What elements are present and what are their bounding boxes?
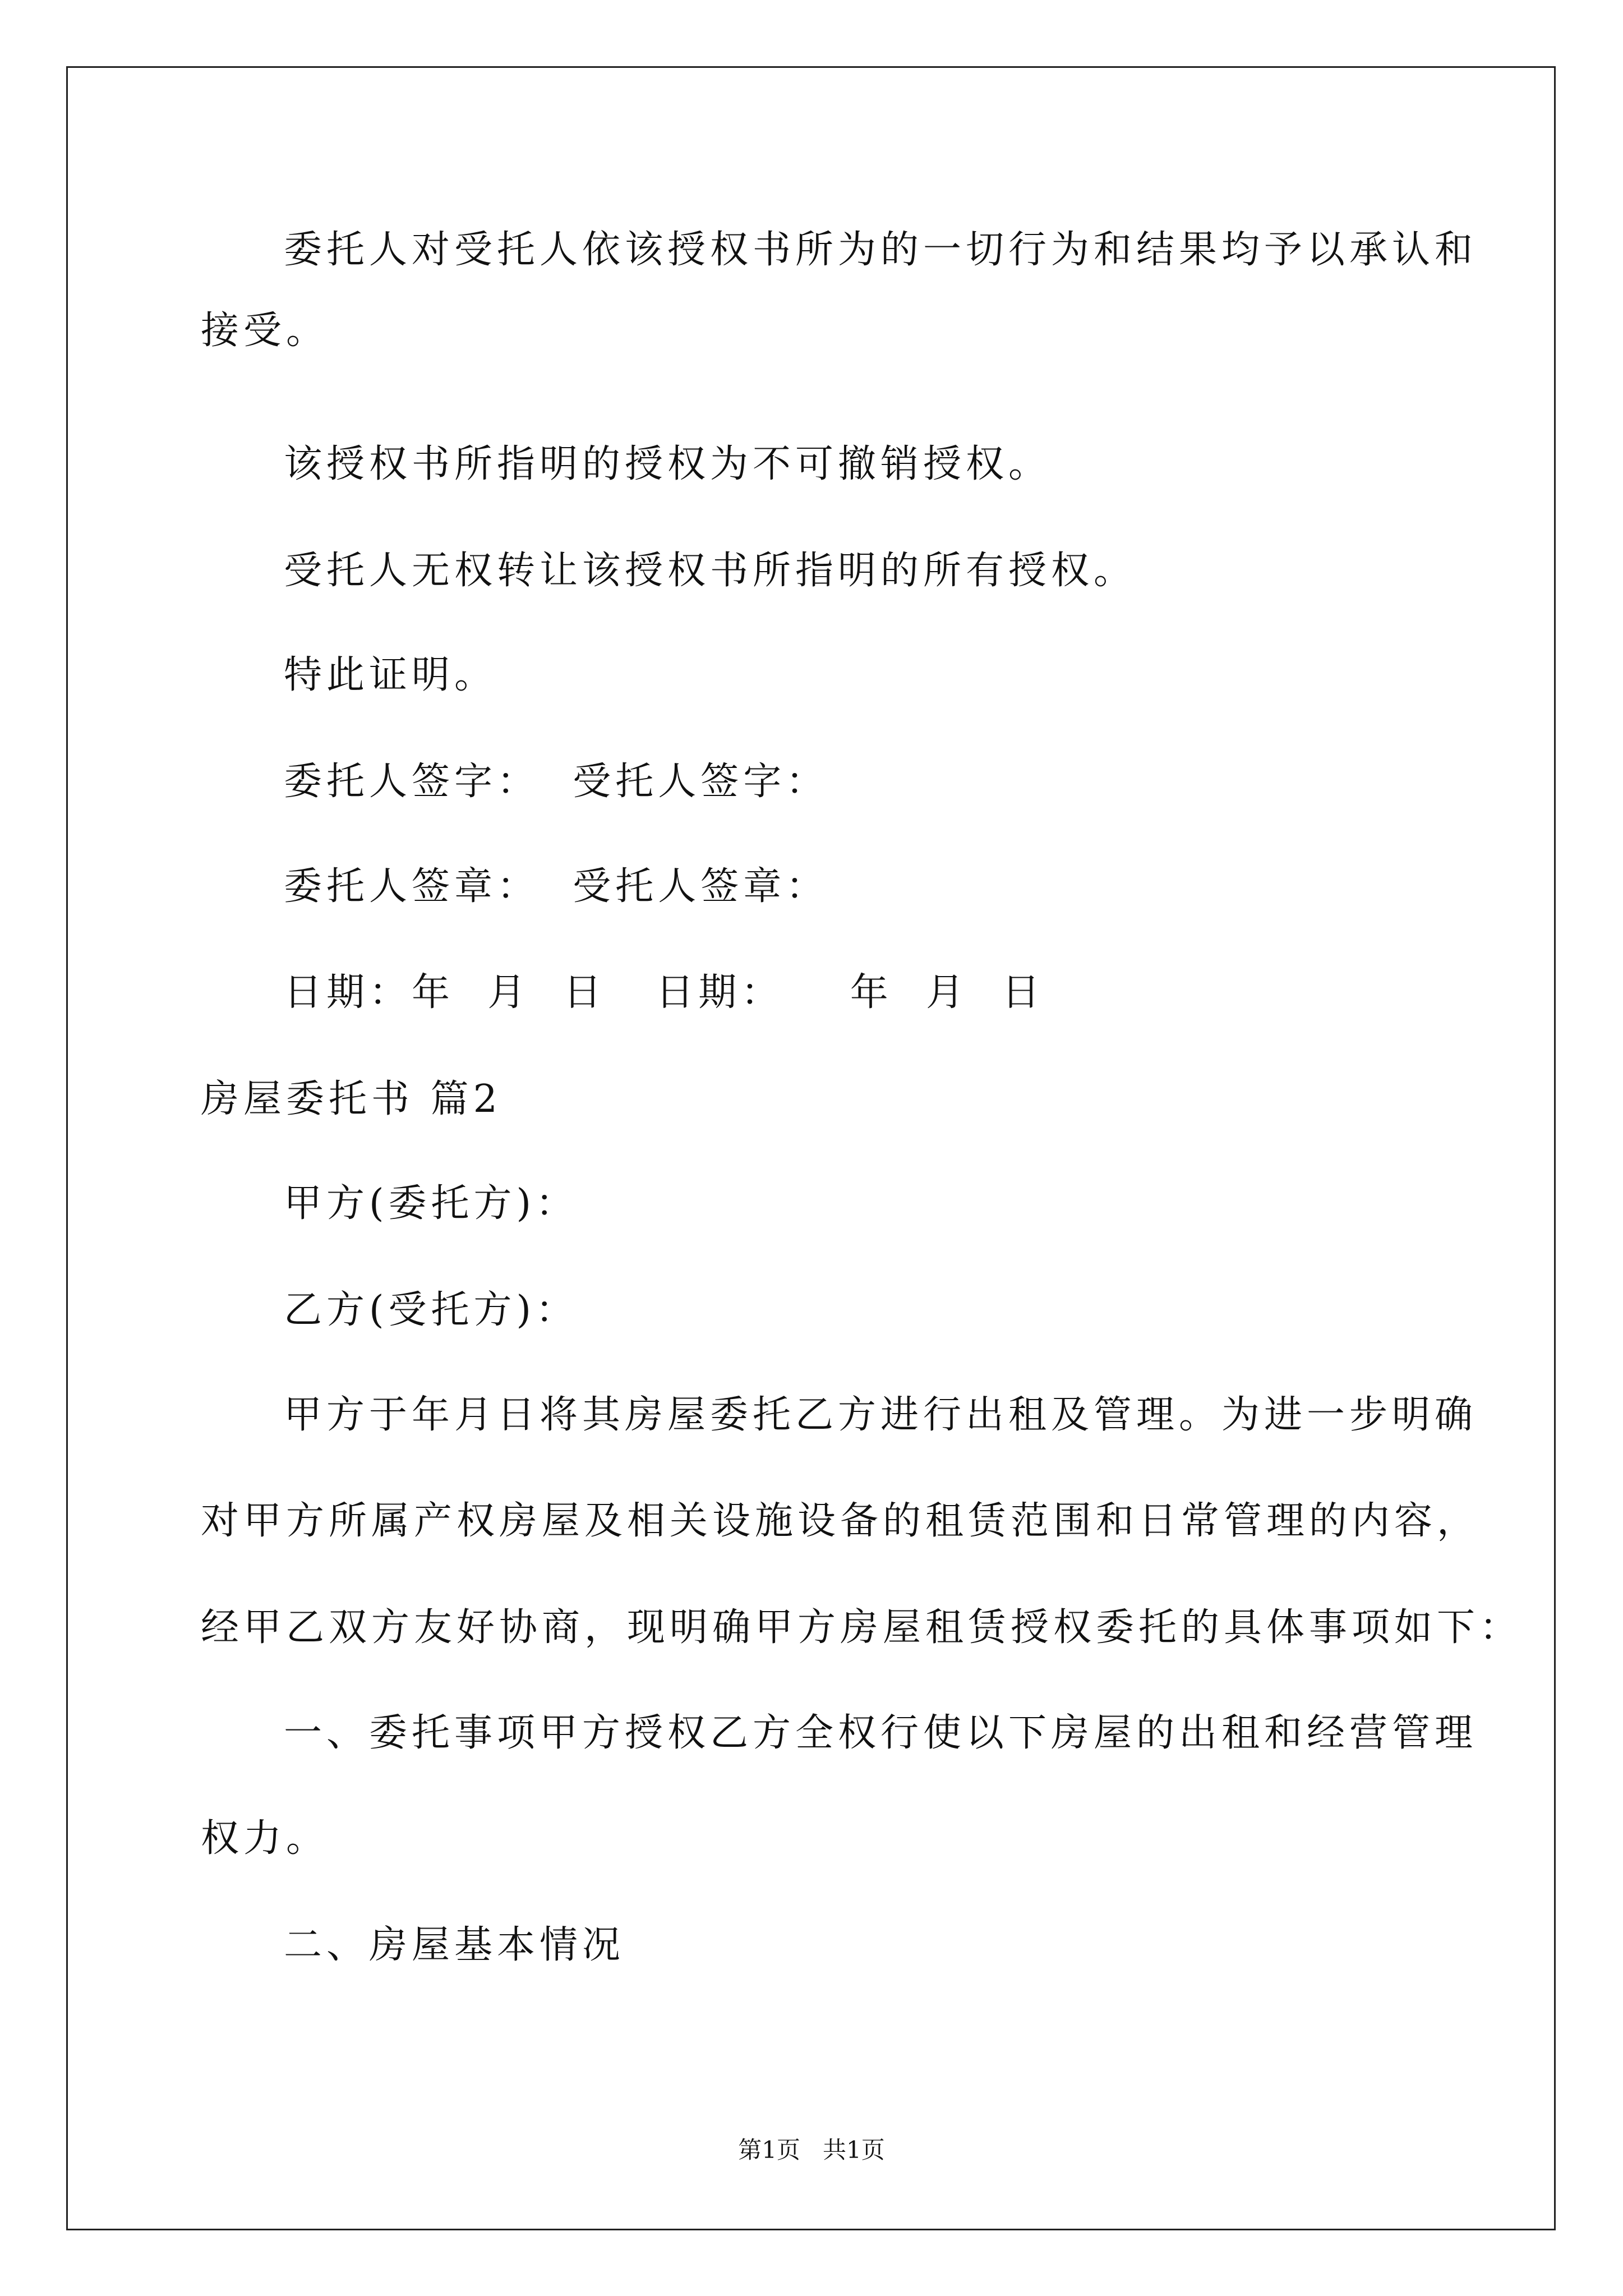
page-footer: 第1页 共1页 xyxy=(738,2136,885,2164)
paragraph-line: 该授权书所指明的授权为不可撤销授权。 xyxy=(284,442,1052,486)
paragraph-line: 受托人无权转让该授权书所指明的所有授权。 xyxy=(284,549,1137,593)
date-line: 日期：年 月 日 日期： 年 月 日 xyxy=(284,970,1045,1015)
paragraph-line: 二、房屋基本情况 xyxy=(284,1923,625,1967)
paragraph-line: 权力。 xyxy=(201,1816,329,1861)
party-a-line: 甲方(委托方)： xyxy=(284,1181,579,1226)
paragraph-line: 一、委托事项甲方授权乙方全权行使以下房屋的出租和经营管理 xyxy=(284,1711,1478,1755)
party-b-line: 乙方(受托方)： xyxy=(284,1288,579,1332)
paragraph-line: 经甲乙双方友好协商，现明确甲方房屋租赁授权委托的具体事项如下： xyxy=(201,1605,1523,1650)
page-border xyxy=(66,66,1556,2230)
signature-line: 委托人签字： 受托人签字： xyxy=(284,760,829,804)
paragraph-line: 甲方于年月日将其房屋委托乙方进行出租及管理。为进一步明确 xyxy=(284,1393,1478,1437)
paragraph-line: 对甲方所属产权房屋及相关设施设备的租赁范围和日常管理的内容， xyxy=(201,1499,1480,1543)
paragraph-line: 委托人对受托人依该授权书所为的一切行为和结果均予以承认和 xyxy=(284,228,1478,272)
section-heading: 房屋委托书 篇2 xyxy=(201,1077,502,1121)
paragraph-line: 接受。 xyxy=(201,309,329,353)
paragraph-line: 特此证明。 xyxy=(284,653,497,697)
seal-line: 委托人签章： 受托人签章： xyxy=(284,864,829,909)
